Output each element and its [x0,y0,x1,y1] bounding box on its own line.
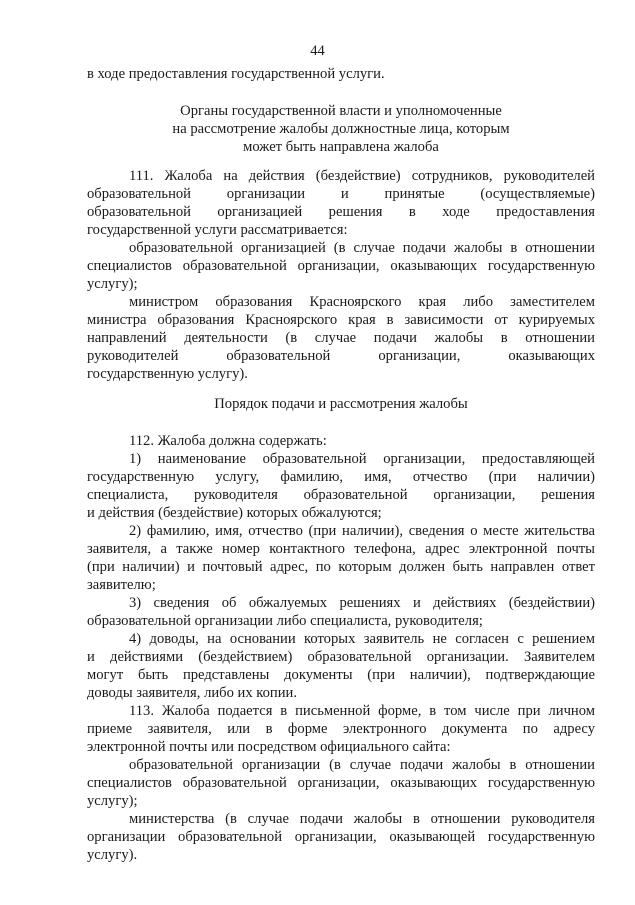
paragraph-111 [87,167,595,239]
text-line: 111. Жалоба на действия (бездействие) сотрудников, руководителей [129,168,595,184]
text-line: и действия (бездействие) которых обжалуются; [87,505,382,522]
heading-line: Органы государственной власти и уполномоченные [180,103,502,119]
text-line: направлений деятельности (в случае подачи жалобы в отношении [87,330,595,347]
text-line: министром образования Красноярского края либо заместителем [129,294,595,310]
text-line: образовательной организации либо специалиста, руководителя; [87,613,483,630]
heading-line: может быть направлена жалоба [243,139,439,156]
text-line: 4) доводы, на основании которых заявитель не согласен с решением [129,631,595,647]
paragraph-113-item-b [87,810,595,864]
text-line: электронной почты или посредством официального сайта: [87,739,451,756]
text-line: 112. Жалоба должна содержать: [129,433,327,449]
page-number: 44 [310,43,325,59]
paragraph-111-item-a [87,239,595,293]
section-heading-complaint-bodies [87,102,595,156]
text-line: 113. Жалоба подается в письменной форме, в том числе при личном [129,703,595,719]
text-line: образовательной организации и принятые (осуществляемые) [87,186,595,203]
text-line: руководителей образовательной организации, оказывающих [87,348,595,365]
text-line: заявителю; [87,577,156,594]
text-line: специалистов образовательной организации, оказывающих государственную [87,775,595,792]
text-line: организации образовательной организации, оказывающей государственную [87,829,595,846]
heading-line: на рассмотрение жалобы должностные лица, которым [172,121,510,138]
text-line: специалистов образовательной организации, оказывающих государственную [87,258,595,275]
text-line: доводы заявителя, либо их копии. [87,685,298,702]
text-line: и действиями (бездействием) образовательной организации. Заявителем [87,649,595,666]
paragraph-112-item-1 [87,450,595,522]
text-line: образовательной организации (в случае подачи жалобы в отношении [129,757,595,773]
text-line: услугу); [87,793,138,810]
text-line: услугу). [87,847,138,864]
text-line: специалиста, руководителя образовательной организации, решения [87,487,595,504]
paragraph-111-item-b [87,293,595,383]
text-line: государственную услугу, фамилию, имя, отчество (при наличии) [87,469,595,486]
paragraph-112 [87,432,595,450]
intro-line [87,65,595,83]
text-line: в ходе предоставления государственной услуги. [87,66,385,82]
text-line: приеме заявителя, или в форме электронного документа по адресу [87,721,595,738]
paragraph-113 [87,702,595,756]
paragraph-112-item-3 [87,594,595,630]
text-line: заявителя, а также номер контактного телефона, адрес электронной почты [87,541,595,558]
paragraph-112-item-4 [87,630,595,702]
text-line: могут быть представлены документы (при наличии), подтверждающие [87,667,595,684]
paragraph-112-item-2 [87,522,595,594]
text-line: образовательной организацией решения в ходе предоставления [87,204,595,221]
text-line: министерства (в случае подачи жалобы в отношении руководителя [129,811,595,827]
text-line: 2) фамилию, имя, отчество (при наличии), сведения о месте жительства [129,523,595,539]
text-line: 3) сведения об обжалуемых решениях и действиях (бездействии) [129,595,595,611]
text-line: образовательной организацией (в случае подачи жалобы в отношении [129,240,595,256]
text-line: государственной услуги рассматривается: [87,222,348,239]
text-line: государственную услугу). [87,366,248,383]
section-heading-procedure [87,395,595,413]
heading-line: Порядок подачи и рассмотрения жалобы [214,396,468,412]
text-line: 1) наименование образовательной организации, предоставляющей [129,451,595,467]
paragraph-113-item-a [87,756,595,810]
text-line: министра образования Красноярского края в зависимости от курируемых [87,312,595,329]
text-line: услугу); [87,276,138,293]
text-line: (при наличии) и почтовый адрес, по которым должен быть направлен ответ [87,559,595,576]
